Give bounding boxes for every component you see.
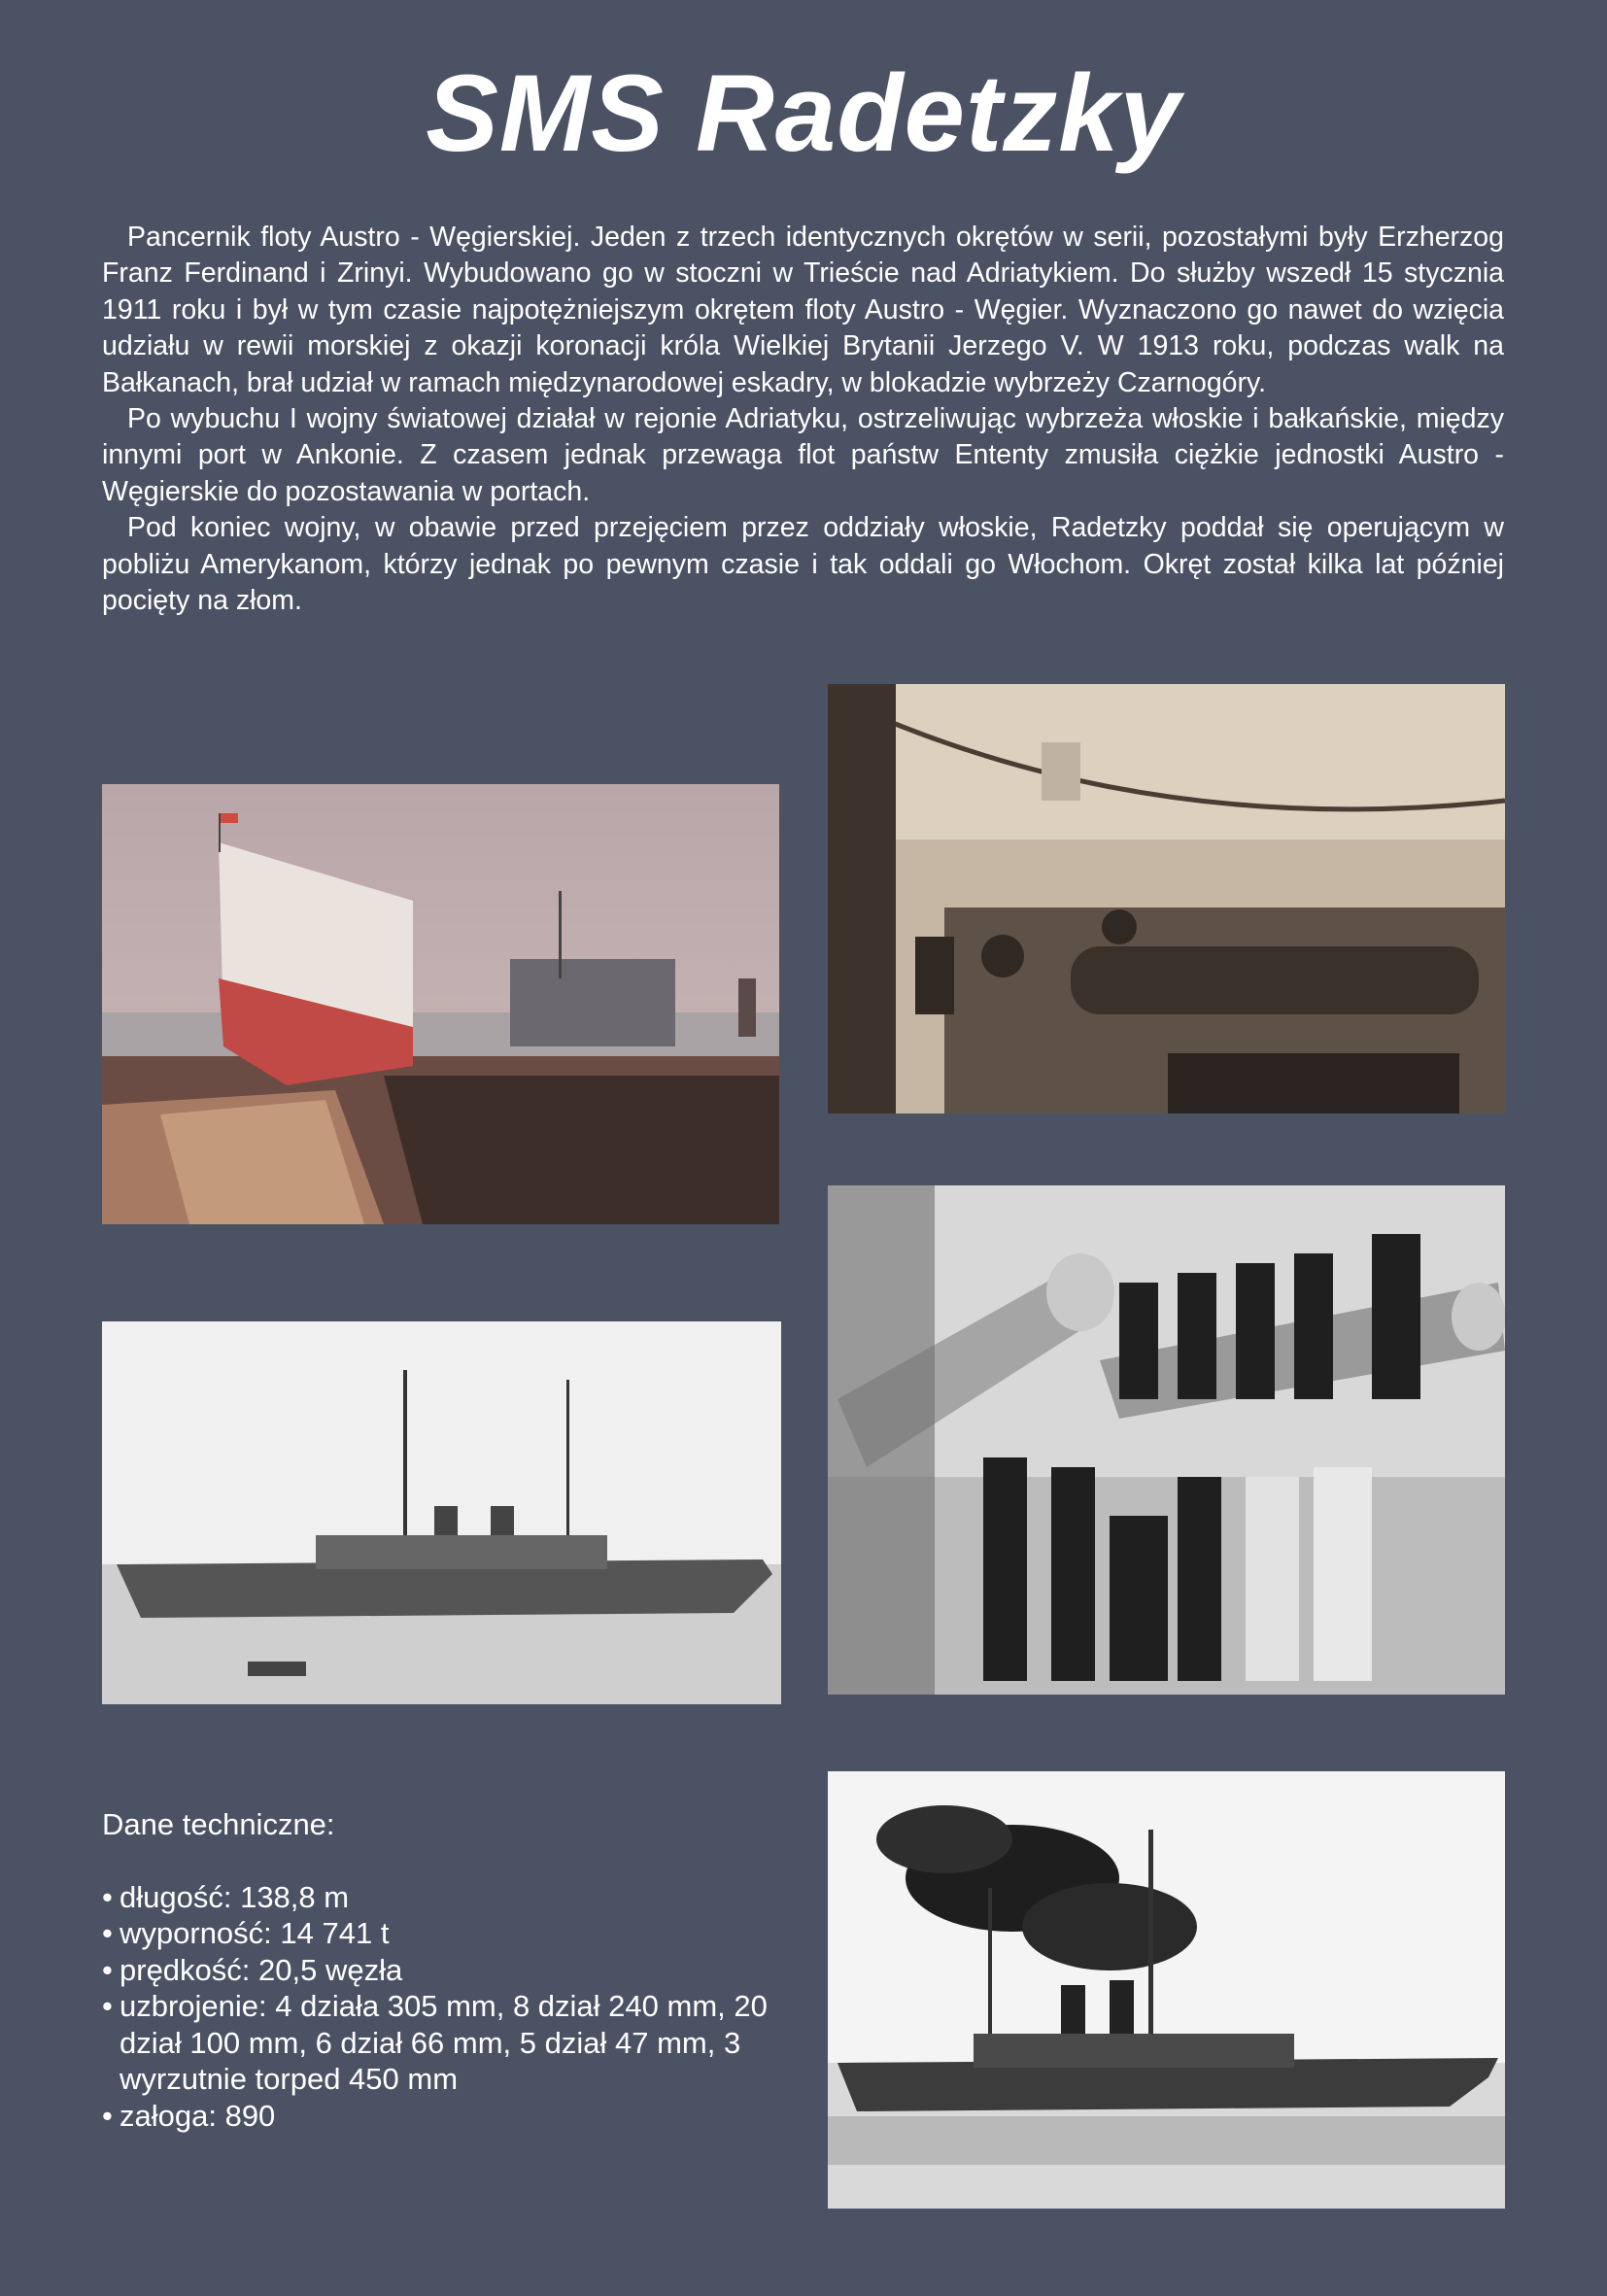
launch-painting-photo [102,784,779,1224]
paragraph-1: Pancernik floty Austro - Węgierskiej. Jeden z trzech identycznych okrętów w serii, pozostałymi były Erzherzog Franz Ferdinand i Zrinyi. Wybudowano go w stoczni w Trieście nad Adriatykiem. Do służby wszedł 15 stycznia 1911 roku i był w tym czasie najpotężniejszym okrętem floty Austro - Węgier. Wyznaczono go nawet do wzięcia udziału w rewii morskiej z okazji koronacji króla Wielkiej Brytanii Jerzego V. W 1913 roku, podczas walk na Bałkanach, brał udział w ramach międzynarodowej eskadry, w blokadzie wybrzeży Czarnogóry. [102,222,1504,398]
ship-smoke-photo [828,1771,1505,2209]
ship-at-sea-photo [102,1321,781,1704]
bullet: • [102,2098,113,2133]
spec-speed: • prędkość: 20,5 węzła [102,1952,403,1987]
paragraph-3: Pod koniec wojny, w obawie przed przejęciem przez oddziały włoskie, Radetzky poddał się operującym w pobliżu Amerykanom, którzy jednak po pewnym czasie i tak oddali go Włochom. Okręt został kilka lat później pocięty na złom. [102,512,1504,617]
deck-crew-photo [828,684,1505,1114]
spec-crew: • załoga: 890 [102,2098,276,2133]
technical-specs [102,1806,802,2134]
bullet: • [102,1916,113,1950]
bullet: • [102,1879,113,1914]
paragraph-2: Po wybuchu I wojny światowej działał w rejonie Adriatyku, ostrzeliwując wybrzeża włoskie i bałkańskie, między innymi port w Ankonie. Z czasem jednak przewaga flot państw Ententy zmusiła ciężkie jednostki Austro - Węgierskie do pozostawania w portach. [102,403,1504,507]
intro-text [102,220,1504,619]
bullet: • [102,1952,113,1987]
page-title: SMS Radetzky [426,52,1181,174]
spec-armament: • uzbrojenie: 4 działa 305 mm, 8 dział 240 mm, 20 dział 100 mm, 6 dział 66 mm, 5 dział 47 mm, 3 wyrzutnie torped 450 mm [102,1989,768,2096]
spec-displacement: • wyporność: 14 741 t [102,1916,390,1950]
bullet: • [102,1989,113,2023]
crew-on-guns-photo [828,1185,1505,1695]
specs-heading: Dane techniczne: [102,1807,335,1841]
specs-list [102,1879,802,2135]
spec-length: • długość: 138,8 m [102,1879,350,1914]
